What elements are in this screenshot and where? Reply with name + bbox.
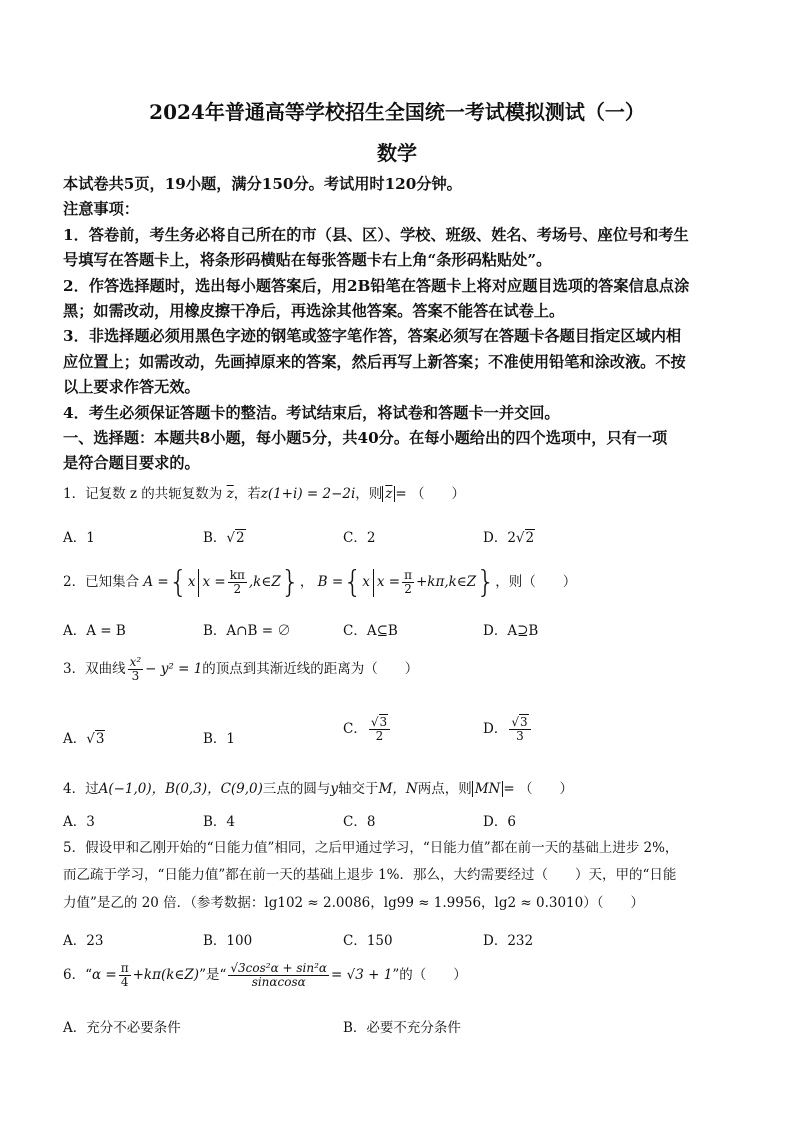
set-a: A = xyxy=(143,574,169,590)
notice-3-line-2: 应位置上；如需改动，先画掉原来的答案，然后再写上新答案；不准使用铅笔和涂改液。不按 xyxy=(63,352,686,371)
instructions-block xyxy=(63,172,733,477)
notice-3-line-1: 3．非选择题必须用黑色字迹的钢笔或签字笔作答，答案必须写在答题卡各题目指定区域内相 xyxy=(63,327,682,346)
answer-blank: = （ ） xyxy=(395,486,466,502)
notice-1-line-1: 1．答卷前，考生务必将自己所在的市（县、区）、学校、班级、姓名、考场号、座位号和考生 xyxy=(63,225,689,244)
subject-title: 数学 xyxy=(377,141,417,165)
notice-3-line-3: 以上要求作答无效。 xyxy=(63,378,200,397)
notice-heading: 注意事项： xyxy=(63,200,139,219)
equation: z(1+i) = 2−2i xyxy=(260,486,356,502)
q2-option-d: D．A⊇B xyxy=(483,623,539,639)
q1-option-a: A．1 xyxy=(63,530,95,546)
question-text: ，若 xyxy=(233,486,261,502)
q3-option-b: B．1 xyxy=(203,731,236,747)
question-text: ，则 xyxy=(355,486,383,502)
q6-option-b: B．必要不充分条件 xyxy=(343,1020,461,1036)
q3-option-d: D． $\frac{√3}{3}$ xyxy=(483,716,533,743)
section-1-heading-line-2: 是符合题目要求的。 xyxy=(63,454,200,473)
q3-option-a: A．√3 xyxy=(63,731,105,747)
question-text: 记复数 z 的共轭复数为 xyxy=(85,486,223,502)
q2-option-b: B．A∩B = ∅ xyxy=(203,623,291,639)
q6-option-a: A．充分不必要条件 xyxy=(63,1020,181,1036)
section-1-heading-line-1: 一、选择题：本题共8小题，每小题5分，共40分。在每小题给出的四个选项中，只有一项 xyxy=(63,429,668,448)
notice-2-line-2: 黑；如需改动，用橡皮擦干净后，再选涂其他答案。答案不能答在试卷上。 xyxy=(63,302,565,321)
question-3: 3．双曲线 $\frac{\text{x²}}{3}$ − y² = 1的顶点到其渐近线的距离为（ ） xyxy=(63,655,419,683)
q2-option-a: A．A = B xyxy=(63,623,126,639)
q4-option-d: D．6 xyxy=(483,814,516,830)
q1-option-b: B．√2 xyxy=(203,530,245,546)
q5-option-c: C．150 xyxy=(343,933,393,949)
q4-option-a: A．3 xyxy=(63,814,95,830)
q5-option-d: D．232 xyxy=(483,933,534,949)
question-1 xyxy=(63,482,465,502)
exam-title: 2024年普通高等学校招生全国统一考试模拟测试（一） xyxy=(149,100,645,124)
question-6: 6．“α = $\frac{\pi}{4}$ +kπ(k∈Z)”是“ $\frac{\text{√3cos²α + sin²α}}{\sin\alpha\cos\alpha}$ = √3 + 1”的（ ） xyxy=(63,961,467,989)
q3-option-c: C． $\frac{√3}{2}$ xyxy=(343,716,392,743)
question-5-line-2: 而乙疏于学习，“日能力值”都在前一天的基础上退步 1%．那么，大约需要经过（ ）天，甲的“日能 xyxy=(63,867,677,883)
notice-4: 4．考生必须保证答题卡的整洁。考试结束后，将试卷和答题卡一并交回。 xyxy=(63,403,560,422)
abs-conjugate-z: $\overline{z}$ xyxy=(385,486,393,502)
question-5-line-1: 5．假设甲和乙刚开始的“日能力值”相同，之后甲通过学习，“日能力值”都在前一天的基础上进步 2%， xyxy=(63,840,679,856)
notice-2-line-1: 2．作答选择题时，选出每小题答案后，用2B铅笔在答题卡上将对应题目选项的答案信息点涂 xyxy=(63,276,690,295)
q2-option-c: C．A⊆B xyxy=(343,623,398,639)
question-5-line-3: 力值”是乙的 20 倍．（参考数据：lg102 ≈ 2.0086，lg99 ≈ 1.9956，lg2 ≈ 0.3010）（ ） xyxy=(63,895,644,911)
set-b: B = xyxy=(317,574,344,590)
q4-option-b: B．4 xyxy=(203,814,236,830)
question-number: 1． xyxy=(63,486,86,502)
q5-option-b: B．100 xyxy=(203,933,253,949)
question-4: 4．过A(−1,0)，B(0,3)，C(9,0)三点的圆与y轴交于M，N两点，则 MN = （ ） xyxy=(63,781,573,797)
q1-option-c: C．2 xyxy=(343,530,376,546)
q5-option-a: A．23 xyxy=(63,933,104,949)
q4-option-c: C．8 xyxy=(343,814,376,830)
exam-summary: 本试卷共5页，19小题，满分150分。考试用时120分钟。 xyxy=(63,175,462,193)
notice-1-line-2: 号填写在答题卡上，将条形码横贴在每张答题卡右上角“条形码粘贴处”。 xyxy=(63,251,552,270)
question-2: 2．已知集合 A ={x x = $\frac{k\pi}{2}$ ,k∈Z}， B ={x x = $\frac{\pi}{2}$ +kπ,k∈Z}，则（ ） xyxy=(63,565,577,600)
q1-option-d: D．2√2 xyxy=(483,530,535,546)
conjugate-z: $\overline{z}$ xyxy=(226,486,234,502)
